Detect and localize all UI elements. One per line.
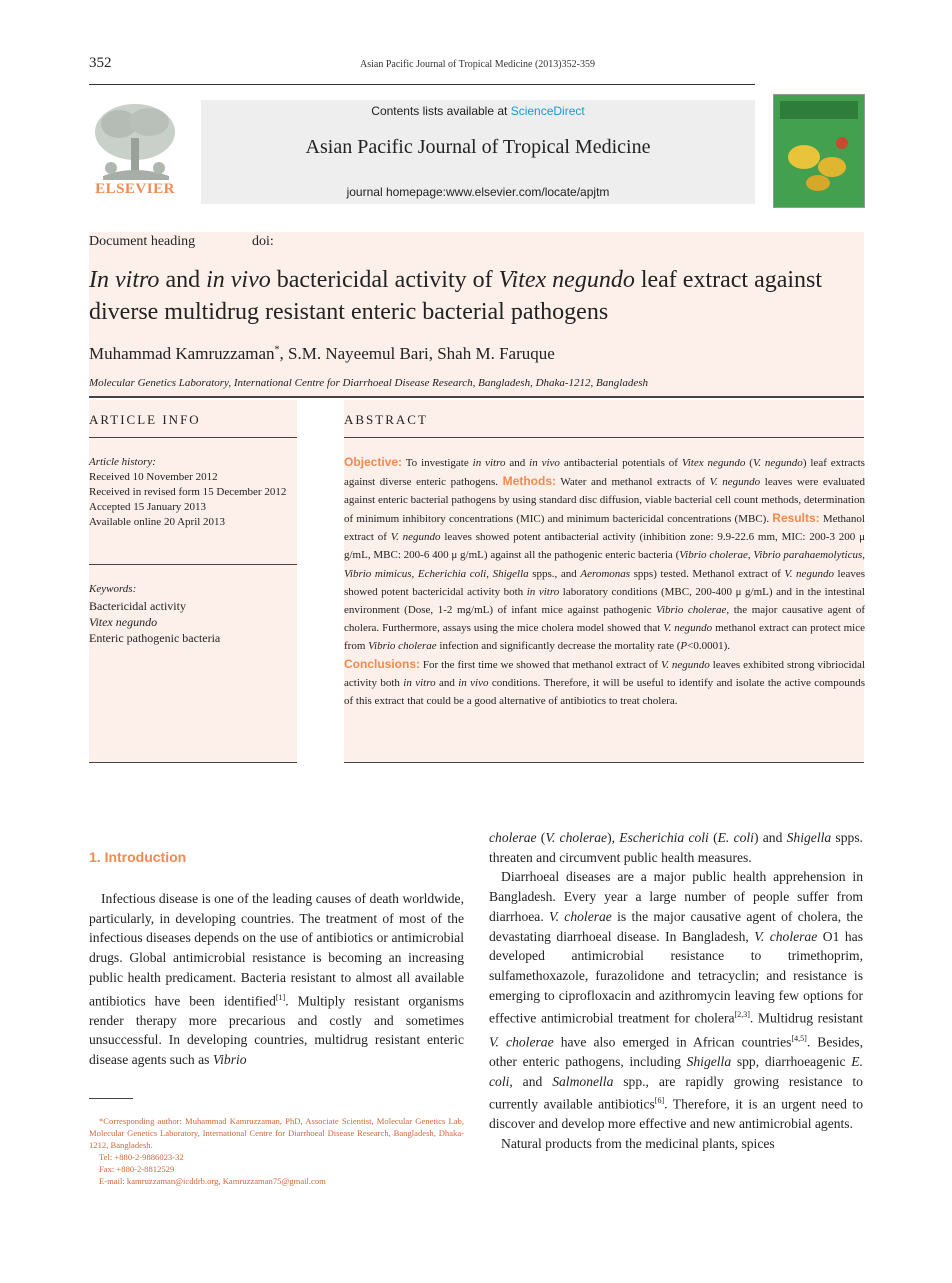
text-run: ( — [745, 457, 753, 469]
corresponding-author: Muhammad Kamruzzaman — [89, 344, 275, 363]
text-run: Shigella — [786, 830, 832, 845]
text-run: ) leaf extracts against diverse enteric pathogens. — [344, 457, 865, 489]
text-run: V. cholerae — [489, 1034, 554, 1050]
article-info-rule — [89, 437, 297, 438]
running-head: Asian Pacific Journal of Tropical Medicine (2013)352-359 — [360, 59, 595, 70]
text-run: laboratory conditions (MBC, 200-400 μ g/mL) and in the intestinal environment (Dose, 1-2 mg/mL) of infant mice against pathogenic — [344, 585, 865, 616]
text-run: in vivo — [458, 677, 489, 690]
text-run: , the major causative agent of cholera. Furthermore, assays using the mice cholera model showed that — [344, 603, 865, 634]
keyword-item: Enteric pathogenic bacteria — [89, 631, 221, 645]
text-run: , — [862, 549, 866, 562]
text-run: spp., are rapidly growing resistance to currently available antibiotics — [489, 1073, 863, 1112]
paragraph — [489, 867, 863, 1134]
text-run: Escherichia coli — [619, 830, 709, 845]
text-run: Infectious disease is one of the leading causes of death worldwide, particularly, in developing countries. The treatment of most of the infectious diseases depends on the use of antibiotics or antimicrobial drugs. Global antimicrobial resistance is becoming an increasing public health predicament. Bacteria resistant to almost all available antibiotics have been identified — [89, 891, 464, 1009]
text-run: cholerae — [489, 830, 537, 845]
contents-prefix: Contents lists available at — [371, 104, 511, 118]
citation-ref[interactable]: [4,5] — [791, 1033, 807, 1043]
citation-ref[interactable]: [1] — [275, 992, 286, 1002]
corresponding-author-footnote — [89, 1115, 464, 1187]
keyword-item: Vitex negundo — [89, 615, 158, 629]
sciencedirect-link[interactable]: ScienceDirect — [510, 104, 585, 118]
title-part: Vitex negundo — [498, 267, 635, 293]
text-run: V. cholerae — [549, 908, 612, 924]
text-run: Salmonella — [552, 1073, 614, 1089]
text-run: spp, diarrhoeagenic — [731, 1053, 852, 1069]
methods-label: Methods: — [502, 474, 556, 489]
text-run: Vibrio cholerae — [656, 603, 727, 616]
title-part: leaf extract against diverse multidrug resistant enteric bacterial pathogens — [89, 267, 823, 325]
abstract-rule — [344, 437, 864, 438]
paragraph — [489, 1134, 863, 1154]
text-run: V. negundo — [784, 567, 834, 580]
text-run: V. negundo — [752, 457, 803, 469]
text-run: ) and — [753, 830, 787, 845]
text-run: To investigate — [402, 457, 473, 469]
text-run: O1 has developed antimicrobial resistance to trimethoprim, sulfamethoxazole, furazolidone and tetracyclin; and resistance is emerging to ciprofloxacin and azithromycin leaving few options for effective antimicrobial treatment for cholera — [489, 928, 863, 1026]
text-run: Vibrio mimicus — [344, 567, 412, 580]
text-run: ( — [708, 830, 718, 845]
text-run: , — [747, 549, 754, 562]
text-run: E. coli — [489, 1053, 863, 1089]
article-info-bottom-rule — [89, 762, 297, 763]
page-number: 352 — [89, 55, 112, 71]
results-label: Results: — [772, 511, 820, 526]
text-run: Aeromonas — [580, 567, 631, 580]
text-run: , and — [509, 1073, 553, 1089]
contents-line — [201, 104, 755, 118]
text-run: Shigella — [492, 567, 529, 580]
text-run: in vitro — [526, 585, 560, 598]
text-run: conditions. Therefore, it will be useful to identify and isolate the active compounds of this extract that could be a good alternative of antibiotics to treat cholera. — [344, 677, 865, 708]
journal-homepage-link[interactable]: journal homepage:www.elsevier.com/locate/apjtm — [346, 185, 610, 199]
text-run: <0.0001). — [687, 639, 731, 652]
abstract-body — [344, 453, 865, 710]
affiliation: Molecular Genetics Laboratory, International Centre for Diarrhoeal Disease Research, Bangladesh, Dhaka-1212, Bangladesh — [89, 377, 648, 389]
citation-ref[interactable]: [2,3] — [734, 1010, 750, 1020]
text-run: Vibrio parahaemolyticus — [753, 549, 863, 562]
text-run: Methanol extract of — [344, 513, 865, 544]
text-run: For the first time we showed that methanol extract of — [420, 659, 661, 672]
text-run: in vivo — [529, 457, 560, 469]
text-run: , — [486, 567, 493, 580]
text-run: Vibrio — [212, 1052, 247, 1068]
text-run: leaves were evaluated against enteric bacterial pathogens by using standard disc diffusion, viable bacterial cell count methods, determination of minimum inhibitory concentrations (MIC) and minimum bactericidal concentrations (MBC). — [344, 476, 866, 526]
article-title — [89, 264, 869, 328]
text-run: Diarrhoeal diseases are a major public health apprehension in Bangladesh. Every year a large number of people suffer from diarrhoea. — [489, 869, 863, 924]
title-part: in vivo — [206, 267, 271, 293]
title-part: In vitro — [89, 267, 160, 293]
paragraph — [489, 828, 863, 867]
text-run: , — [411, 567, 418, 580]
footnote-author: *Corresponding author: Muhammad Kamruzzaman, PhD, Associate Scientist, Molecular Genetics Lab, Molecular Genetics Laboratory, International Centre for Diarrhoeal Disease Research, Bangladesh, Dhaka-1212, Bangladesh. — [89, 1116, 464, 1150]
text-run: V. negundo — [390, 531, 441, 544]
citation-ref[interactable]: [6] — [654, 1096, 665, 1106]
text-run: in vitro — [472, 457, 506, 469]
text-run: V. cholerae — [545, 830, 608, 845]
text-run: leaves exhibited strong vibriocidal activity both — [344, 659, 865, 690]
revised-date: Received in revised form 15 December 2012 — [89, 486, 287, 498]
text-run: Shigella — [686, 1053, 732, 1069]
text-run: Echerichia coli — [417, 567, 487, 580]
keyword-item: Bactericidal activity — [89, 599, 186, 613]
abstract-heading: ABSTRACT — [344, 412, 428, 427]
text-run: Natural products from the medicinal plants, spices — [501, 1136, 775, 1152]
article-info-heading: ARTICLE INFO — [89, 412, 201, 427]
document-heading: Document heading — [89, 234, 196, 249]
text-run: leaves showed potent bactericidal activity both — [344, 567, 866, 598]
history-label: Article history: — [89, 456, 156, 468]
author-list — [89, 344, 555, 364]
footnote-email[interactable]: E-mail: kamruzzaman@icddrb.org, Kamruzzaman75@gmail.com — [99, 1176, 326, 1186]
accepted-date: Accepted 15 January 2013 — [89, 501, 206, 513]
title-part: bactericidal activity of — [270, 267, 499, 293]
objective-label: Objective: — [344, 455, 403, 469]
body-column-right — [489, 828, 863, 1154]
keywords-label: Keywords: — [89, 583, 137, 595]
text-run: Vibrio cholerae — [368, 639, 437, 652]
text-run: V. negundo — [660, 659, 710, 672]
title-part: and — [159, 267, 207, 293]
text-run: V. cholerae — [754, 928, 818, 944]
doi-label: doi: — [252, 234, 274, 249]
text-run: . Besides, other enteric pathogens, including — [489, 1034, 863, 1069]
text-run: ( — [536, 830, 546, 845]
conclusions-label: Conclusions: — [344, 657, 421, 672]
journal-cover-thumbnail — [773, 94, 865, 208]
abstract-bottom-rule — [344, 762, 864, 763]
text-run: have also emerged in African countries — [553, 1034, 792, 1050]
text-run: V. negundo — [663, 621, 713, 634]
text-run: . Multidrug resistant — [749, 1010, 863, 1026]
text-run: spps., and — [528, 567, 581, 580]
text-run: . Multiply resistant organisms render therapy more precarious and costly and sometimes unsuccessful. In developing countries, multidrug resistant enteric disease agents such as — [89, 993, 464, 1068]
text-run: Vibrio cholerae — [679, 549, 748, 562]
coauthors: , S.M. Nayeemul Bari, Shah M. Faruque — [279, 344, 555, 363]
section-heading-introduction: 1. Introduction — [89, 849, 187, 865]
article-info-panel — [89, 400, 297, 763]
text-run: P — [680, 639, 688, 652]
text-run: . Therefore, it is an urgent need to discover and develop more effective and new antimicrobial agents. — [489, 1096, 863, 1132]
text-run: V. negundo — [709, 476, 761, 489]
footnote-rule — [89, 1098, 133, 1099]
text-run: E. coli — [717, 830, 754, 845]
footnote-tel: Tel: +880-2-9886023-32 — [99, 1152, 184, 1162]
text-run: and — [435, 677, 459, 690]
text-run: Water and methanol extracts of — [555, 476, 710, 489]
header-rule — [89, 84, 755, 85]
title-block-rule — [89, 396, 864, 398]
text-run: spps) tested. Methanol extract of — [630, 567, 785, 580]
text-run: leaves showed potent antibacterial activity (inhibition zone: 9.9-22.6 mm, MIC: 200-3 200 μ g/mL, MBC: 200-6 400 μ g/mL) against all the pathogenic enteric bacteria ( — [344, 531, 866, 562]
text-run: in vitro — [403, 677, 436, 690]
journal-name: Asian Pacific Journal of Tropical Medicine — [305, 136, 651, 158]
text-run: methanol extract can protect mice from — [344, 621, 866, 652]
text-run: spps. threaten and circumvent public health measures. — [489, 830, 864, 865]
text-run: infection and significantly decrease the mortality rate ( — [436, 639, 681, 652]
text-run: Vitex negundo — [681, 457, 746, 469]
body-column-left — [89, 889, 464, 1070]
keywords-rule — [89, 564, 297, 565]
footnote-fax: Fax: +880-2-8812529 — [99, 1164, 175, 1174]
received-date: Received 10 November 2012 — [89, 471, 218, 483]
text-run: is the major causative agent of cholera, the devastating diarrhoeal disease. In Bangladesh, — [489, 908, 863, 944]
corresponding-marker: * — [274, 344, 280, 356]
online-date: Available online 20 April 2013 — [89, 516, 226, 528]
paragraph — [89, 889, 464, 1070]
elsevier-wordmark: ELSEVIER — [95, 181, 175, 197]
text-run: antibacterial potentials of — [559, 457, 682, 469]
text-run: ), — [607, 830, 620, 845]
text-run: and — [505, 457, 530, 469]
